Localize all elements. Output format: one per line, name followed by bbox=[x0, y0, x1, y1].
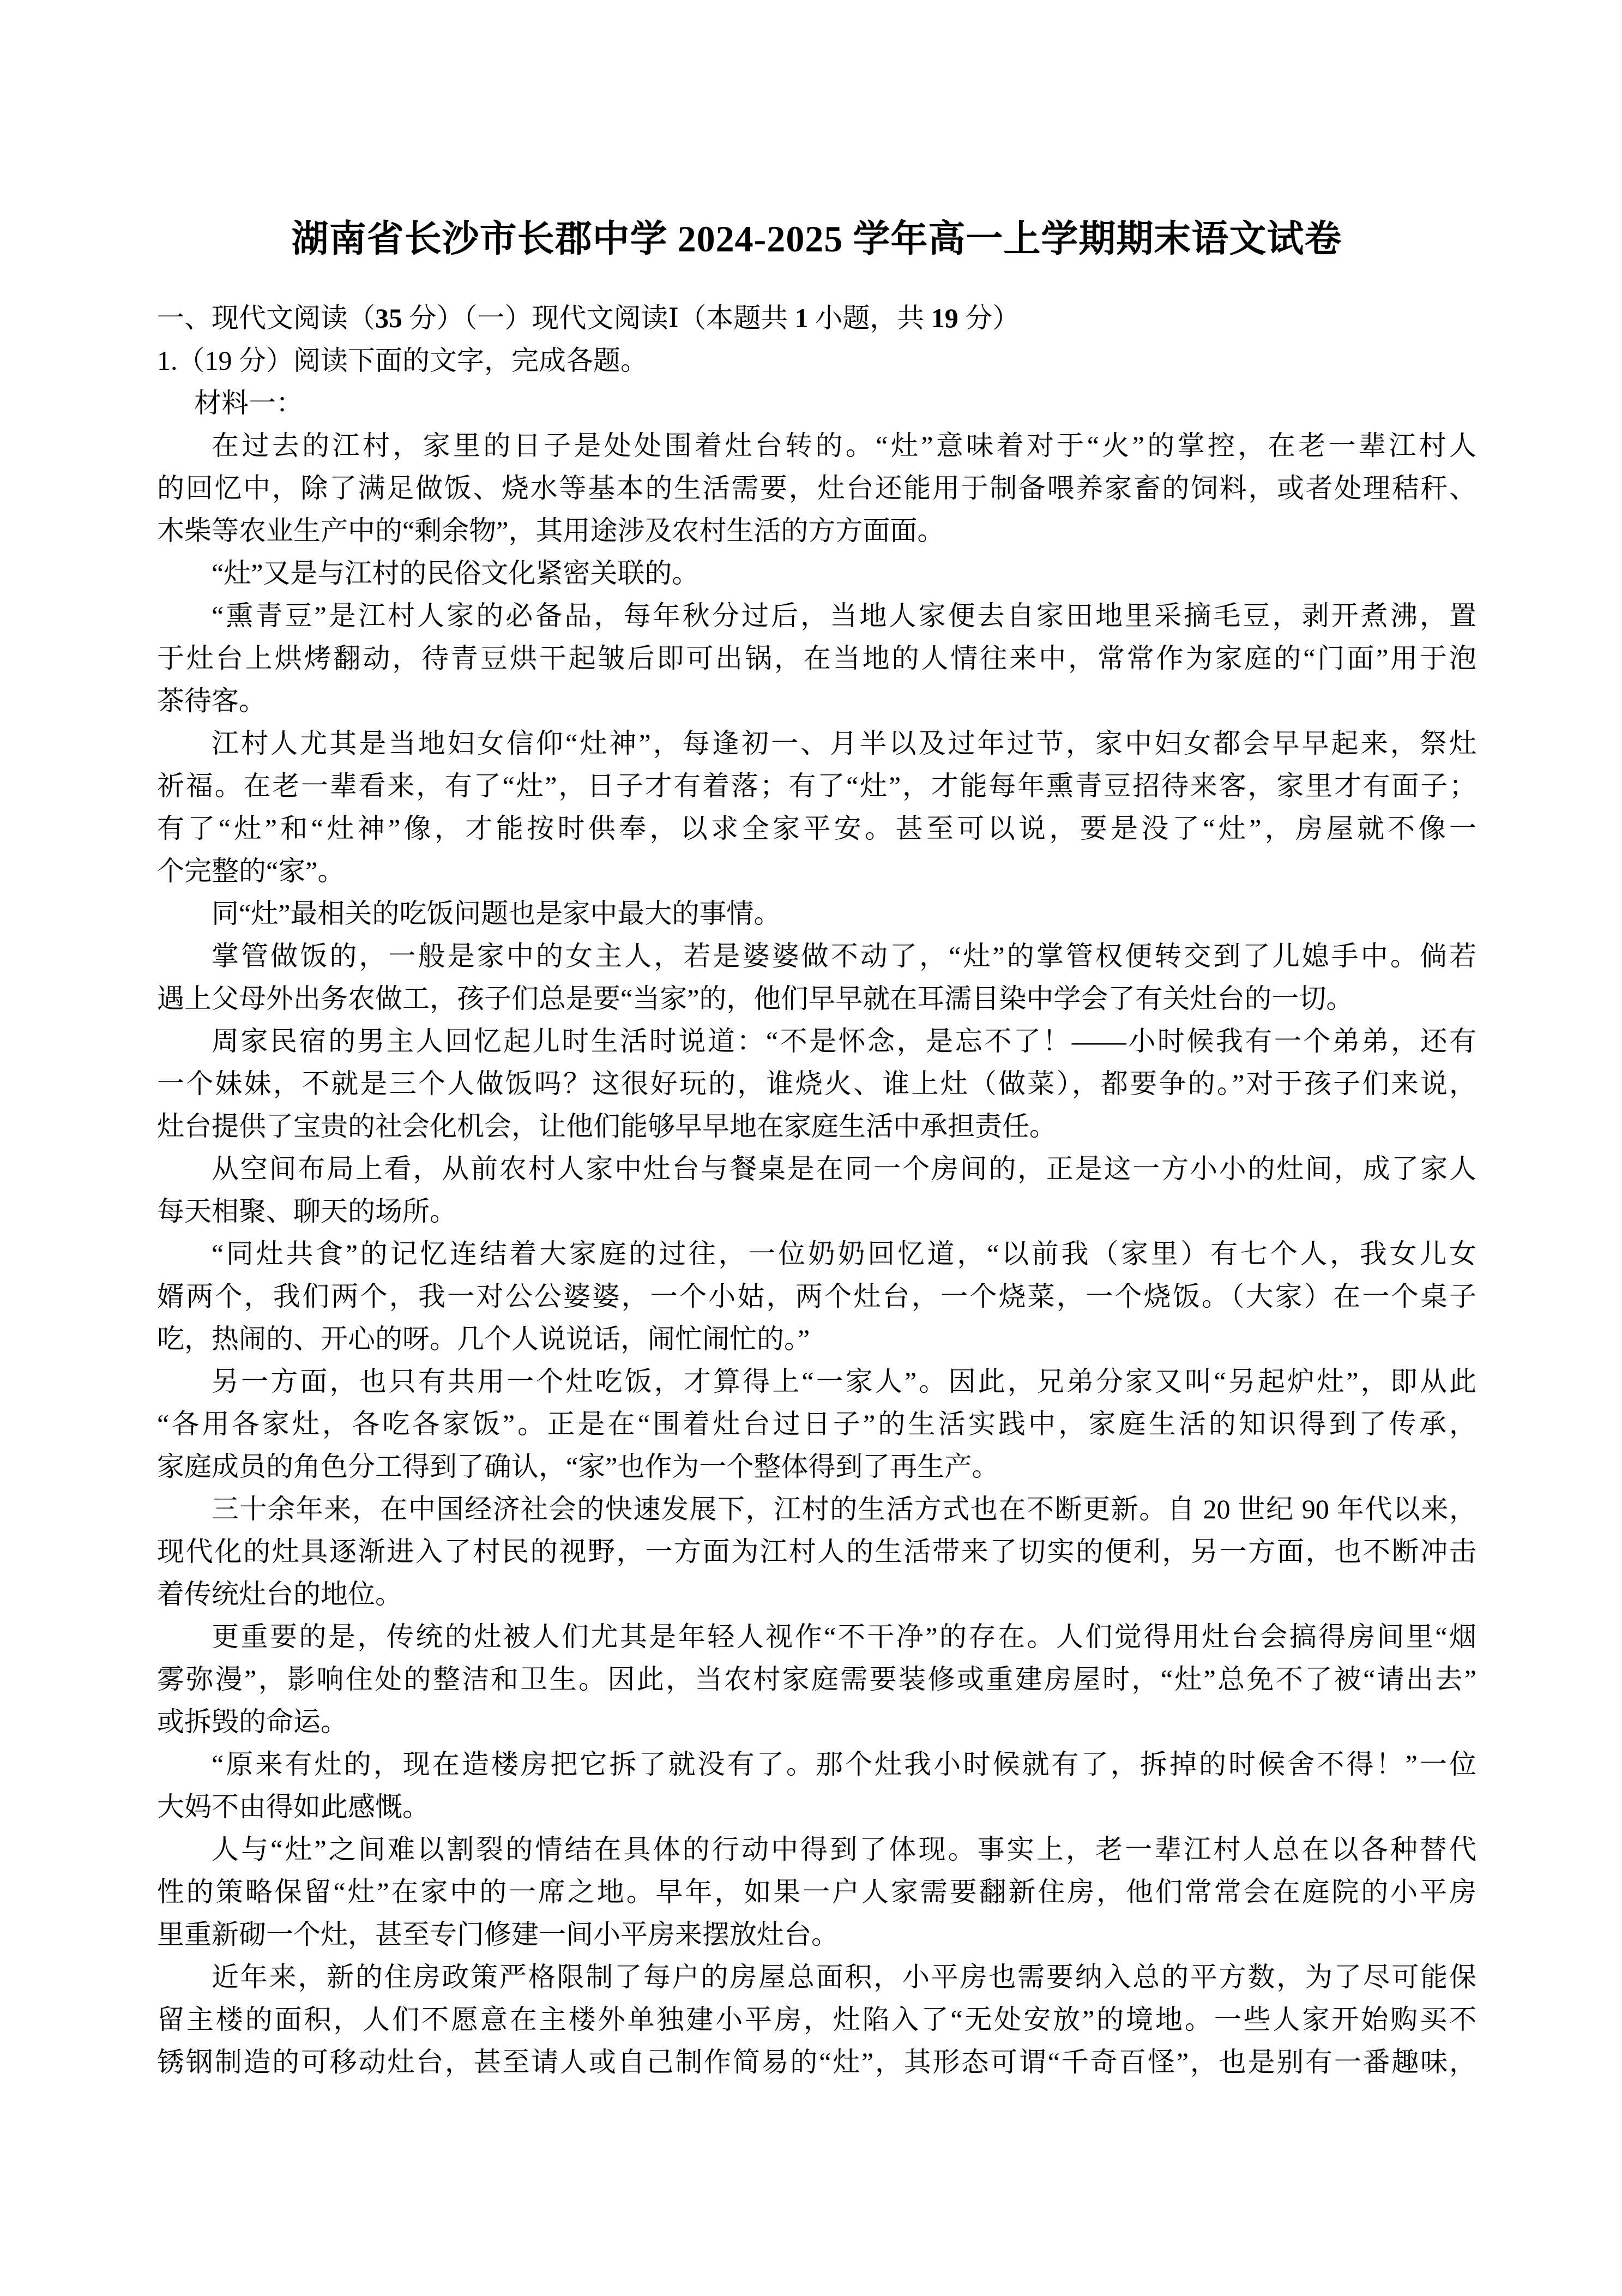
text-line: 祈福。在老一辈看来，有了“灶”，日子才有着落；有了“灶”，才能每年熏青豆招待来客，家里才有面子； bbox=[157, 771, 1476, 801]
material-body bbox=[157, 424, 1476, 2083]
paragraph bbox=[157, 1956, 1476, 2083]
paragraph bbox=[157, 1743, 1476, 1828]
text-line: 从空间布局上看，从前农村人家中灶台与餐桌是在同一个房间的，正是这一方小小的灶间，成了家人 bbox=[212, 1153, 1476, 1184]
paragraph bbox=[157, 424, 1476, 552]
text-line: 的回忆中，除了满足做饭、烧水等基本的生活需要，灶台还能用于制备喂养家畜的饲料，或者处理秸秆、 bbox=[157, 473, 1476, 503]
heading-segment: 一、现代文阅读（ bbox=[157, 303, 375, 333]
text-line: 里重新砌一个灶，甚至专门修建一间小平房来摆放灶台。 bbox=[157, 1919, 839, 1950]
text-line: 性的策略保留“灶”在家中的一席之地。早年，如果一户人家需要翻新住房，他们常常会在庭院的小平房 bbox=[157, 1877, 1476, 1907]
text-line: 木柴等农业生产中的“剩余物”，其用途涉及农村生活的方方面面。 bbox=[157, 515, 945, 546]
text-line: 江村人尤其是当地妇女信仰“灶神”，每逢初一、月半以及过年过节，家中妇女都会早早起来，祭灶 bbox=[212, 728, 1476, 759]
text-line: 雾弥漫”，影响住处的整洁和卫生。因此，当农村家庭需要装修或重建房屋时，“灶”总免不了被“请出去” bbox=[157, 1664, 1476, 1694]
text-line: “熏青豆”是江村人家的必备品，每年秋分过后，当地人家便去自家田地里采摘毛豆，剥开煮沸，置 bbox=[212, 600, 1476, 631]
text-line: 家庭成员的角色分工得到了确认，“家”也作为一个整体得到了再生产。 bbox=[157, 1451, 999, 1482]
heading-segment: 小题，共 bbox=[808, 303, 931, 333]
heading-segment: 分） bbox=[958, 303, 1020, 333]
paragraph bbox=[157, 722, 1476, 892]
paragraph bbox=[157, 1828, 1476, 1956]
heading-segment: 35 bbox=[375, 303, 402, 333]
page-content bbox=[157, 297, 1476, 2083]
text-line: 人与“灶”之间难以割裂的情结在具体的行动中得到了体现。事实上，老一辈江村人总在以各种替代 bbox=[212, 1834, 1476, 1865]
text-line: 灶台提供了宝贵的社会化机会，让他们能够早早地在家庭生活中承担责任。 bbox=[157, 1111, 1057, 1141]
text-line: 在过去的江村，家里的日子是处处围着灶台转的。“灶”意味着对于“火”的掌控，在老一辈江村人 bbox=[212, 430, 1476, 461]
text-line: 大妈不由得如此感慨。 bbox=[157, 1792, 430, 1822]
text-line: 着传统灶台的地位。 bbox=[157, 1579, 402, 1609]
text-line: 吃，热闹的、开心的呀。几个人说说话，闹忙闹忙的。” bbox=[157, 1324, 810, 1354]
page-body bbox=[157, 0, 1476, 2083]
paragraph bbox=[157, 552, 1476, 594]
text-line: “灶”又是与江村的民俗文化紧密关联的。 bbox=[212, 558, 700, 588]
heading-segment: 1 bbox=[794, 303, 809, 333]
text-line: 三十余年来，在中国经济社会的快速发展下，江村的生活方式也在不断更新。自 20 世纪 90 年代以来， bbox=[212, 1494, 1476, 1524]
text-line: 同“灶”最相关的吃饭问题也是家中最大的事情。 bbox=[212, 898, 781, 929]
paragraph bbox=[157, 1360, 1476, 1488]
paragraph bbox=[157, 1488, 1476, 1615]
text-line: 婿两个，我们两个，我一对公公婆婆，一个小姑，两个灶台，一个烧菜，一个烧饭。（大家）在一个桌子 bbox=[157, 1281, 1476, 1312]
paragraph bbox=[157, 1020, 1476, 1147]
page-title: 湖南省长沙市长郡中学 2024-2025 学年高一上学期期末语文试卷 bbox=[291, 218, 1342, 260]
text-line: 每天相聚、聊天的场所。 bbox=[157, 1196, 457, 1227]
text-line: “同灶共食”的记忆连结着大家庭的过往，一位奶奶回忆道，“以前我（家里）有七个人，我女儿女 bbox=[212, 1239, 1476, 1269]
text-line: 周家民宿的男主人回忆起儿时生活时说道：“不是怀念，是忘不了！——小时候我有一个弟弟，还有 bbox=[212, 1026, 1476, 1056]
heading-segment: 19 bbox=[931, 303, 958, 333]
heading-segment: 分）（一）现代文阅读Ⅰ（本题共 bbox=[402, 303, 795, 333]
text-line: 现代化的灶具逐渐进入了村民的视野，一方面为江村人的生活带来了切实的便利，另一方面，也不断冲击 bbox=[157, 1536, 1476, 1567]
text-line: 近年来，新的住房政策严格限制了每户的房屋总面积，小平房也需要纳入总的平方数，为了尽可能保 bbox=[212, 1962, 1476, 1992]
text-line: 掌管做饭的，一般是家中的女主人，若是婆婆做不动了，“灶”的掌管权便转交到了儿媳手中。倘若 bbox=[212, 941, 1476, 971]
text-line: 锈钢制造的可移动灶台，甚至请人或自己制作简易的“灶”，其形态可谓“千奇百怪”，也是别有一番趣味， bbox=[157, 2047, 1476, 2077]
paragraph bbox=[157, 1615, 1476, 1743]
text-line: 茶待客。 bbox=[157, 686, 266, 716]
text-line: “各用各家灶，各吃各家饭”。正是在“围着灶台过日子”的生活实践中，家庭生活的知识得到了传承， bbox=[157, 1409, 1476, 1439]
question-intro: 1.（19 分）阅读下面的文字，完成各题。 bbox=[157, 345, 648, 376]
text-line: 有了“灶”和“灶神”像，才能按时供奉，以求全家平安。甚至可以说，要是没了“灶”，房屋就不像一 bbox=[157, 813, 1476, 844]
text-line: 于灶台上烘烤翻动，待青豆烘干起皱后即可出锅，在当地的人情往来中，常常作为家庭的“门面”用于泡 bbox=[157, 643, 1476, 674]
text-line: “原来有灶的，现在造楼房把它拆了就没有了。那个灶我小时候就有了，拆掉的时候舍不得！”一位 bbox=[212, 1749, 1476, 1780]
paragraph bbox=[157, 935, 1476, 1020]
paragraph bbox=[157, 1233, 1476, 1360]
material-label: 材料一： bbox=[194, 388, 303, 418]
text-line: 留主楼的面积，人们不愿意在主楼外单独建小平房，灶陷入了“无处安放”的境地。一些人家开始购买不 bbox=[157, 2004, 1476, 2035]
text-line: 个完整的“家”。 bbox=[157, 856, 345, 886]
paragraph bbox=[157, 1147, 1476, 1233]
text-line: 另一方面，也只有共用一个灶吃饭，才算得上“一家人”。因此，兄弟分家又叫“另起炉灶”，即从此 bbox=[212, 1366, 1476, 1397]
text-line: 遇上父母外出务农做工，孩子们总是要“当家”的，他们早早就在耳濡目染中学会了有关灶台的一切。 bbox=[157, 983, 1354, 1014]
paragraph bbox=[157, 594, 1476, 722]
section-heading bbox=[157, 297, 1476, 339]
paragraph bbox=[157, 892, 1476, 935]
text-line: 或拆毁的命运。 bbox=[157, 1706, 348, 1737]
text-line: 一个妹妹，不就是三个人做饭吗？这很好玩的，谁烧火、谁上灶（做菜），都要争的。”对于孩子们来说， bbox=[157, 1068, 1476, 1099]
text-line: 更重要的是，传统的灶被人们尤其是年轻人视作“不干净”的存在。人们觉得用灶台会搞得房间里“烟 bbox=[212, 1621, 1476, 1652]
